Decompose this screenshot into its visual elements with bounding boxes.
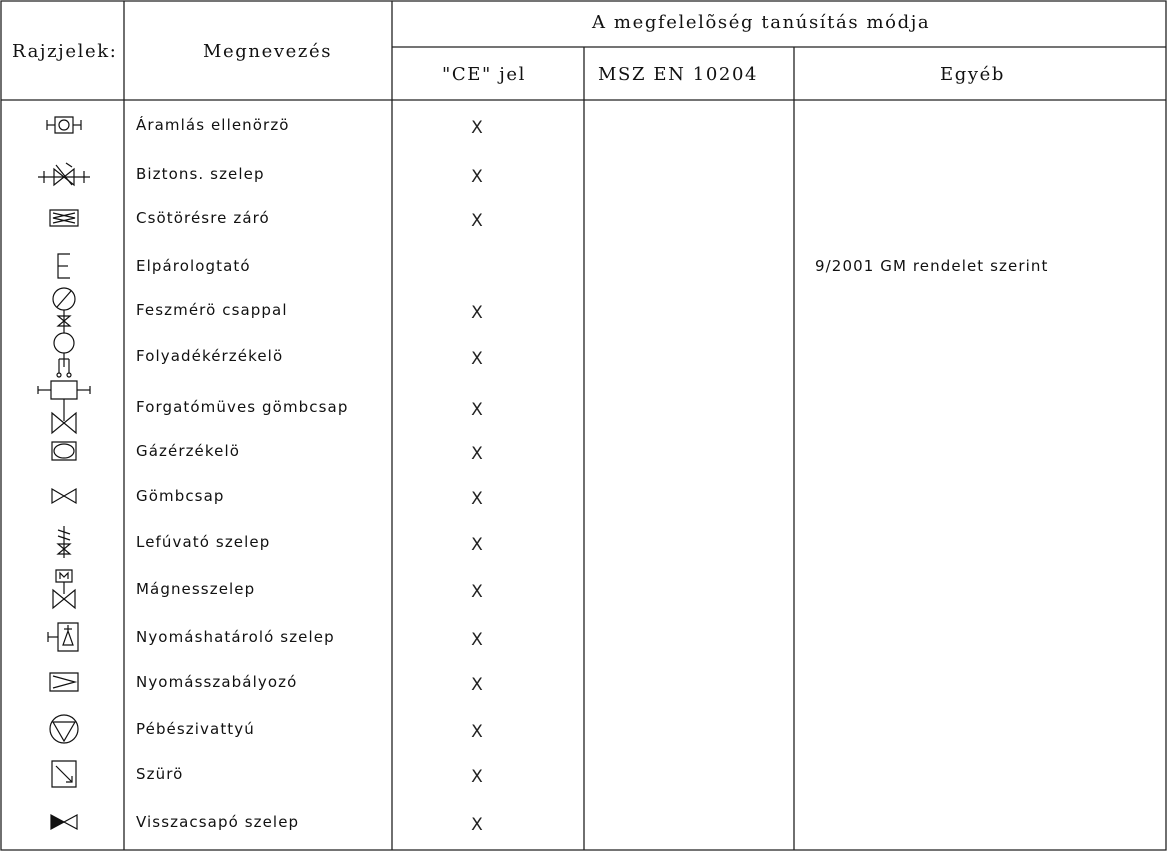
item-name: Elpárologtató [136, 257, 251, 275]
pressure-regulator-icon [47, 670, 81, 694]
pipe-break-valve-icon [47, 207, 81, 229]
other-cell: 9/2001 GM rendelet szerint [815, 257, 1049, 275]
filter-icon [49, 758, 79, 790]
ce-mark-cell: X [471, 582, 483, 602]
ce-mark-cell: X [471, 722, 483, 742]
ce-mark-cell: X [471, 489, 483, 509]
ce-mark-cell: X [471, 535, 483, 555]
header-certification-method: A megfelelõség tanúsítás módja [592, 12, 931, 33]
ce-mark-cell: X [471, 349, 483, 369]
blow-off-valve-icon [52, 524, 76, 560]
item-name: Pébészivattyú [136, 720, 255, 738]
evaporator-icon [54, 251, 74, 281]
item-name: Csötörésre záró [136, 209, 270, 227]
ball-valve-icon [49, 486, 79, 506]
item-name: Nyomáshatároló szelep [136, 628, 335, 646]
item-name: Folyadékérzékelö [136, 347, 284, 365]
gas-sensor-icon [49, 439, 79, 463]
item-name: Mágnesszelep [136, 580, 256, 598]
pressure-gauge-with-tap-icon [47, 285, 81, 335]
ce-mark-cell: X [471, 303, 483, 323]
item-name: Gázérzékelö [136, 442, 241, 460]
item-name: Visszacsapó szelep [136, 813, 300, 831]
actuated-ball-valve-icon [36, 377, 92, 437]
ce-mark-cell: X [471, 211, 483, 231]
lpg-pump-icon [47, 712, 81, 746]
header-other: Egyéb [940, 64, 1006, 85]
ce-mark-cell: X [471, 767, 483, 787]
header-msz-en-10204: MSZ EN 10204 [598, 64, 759, 85]
ce-mark-cell: X [471, 675, 483, 695]
ce-mark-cell: X [471, 630, 483, 650]
item-name: Nyomásszabályozó [136, 673, 298, 691]
ce-mark-cell: X [471, 815, 483, 835]
safety-valve-icon [36, 159, 92, 189]
ce-mark-cell: X [471, 444, 483, 464]
item-name: Biztons. szelep [136, 165, 265, 183]
item-name: Forgatómüves gömbcsap [136, 398, 349, 416]
header-name: Megnevezés [203, 41, 333, 62]
item-name: Feszmérö csappal [136, 301, 288, 319]
item-name: Lefúvató szelep [136, 533, 271, 551]
liquid-sensor-icon [47, 331, 81, 381]
flow-monitor-icon [44, 113, 84, 137]
check-valve-icon [48, 812, 80, 832]
header-symbols: Rajzjelek: [12, 41, 118, 62]
ce-mark-cell: X [471, 167, 483, 187]
ce-mark-cell: X [471, 118, 483, 138]
ce-mark-cell: X [471, 400, 483, 420]
item-name: Gömbcsap [136, 487, 225, 505]
item-name: Áramlás ellenörzö [136, 116, 290, 134]
item-name: Szürö [136, 765, 184, 783]
pressure-limit-valve-icon [45, 619, 83, 655]
solenoid-valve-icon [49, 568, 79, 610]
header-ce-mark: "CE" jel [442, 64, 526, 85]
